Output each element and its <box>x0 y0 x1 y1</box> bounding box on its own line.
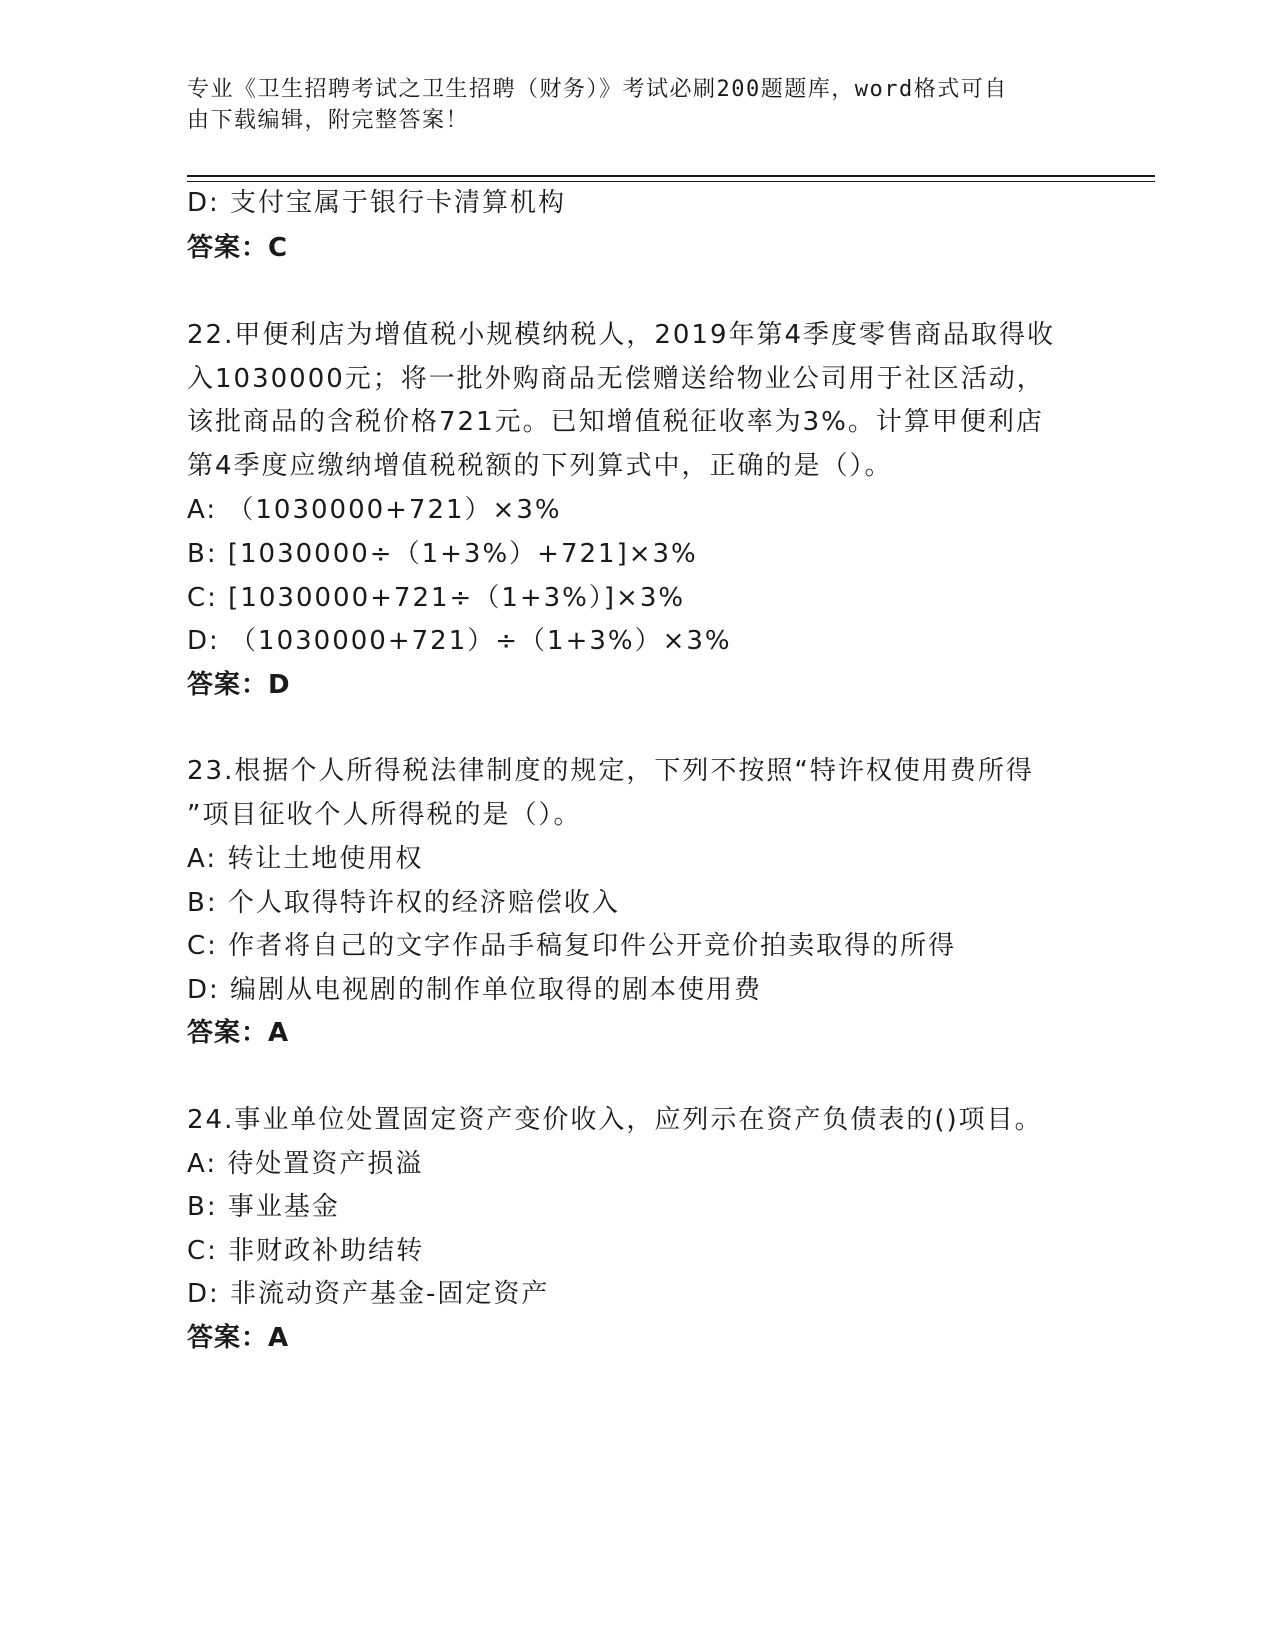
q22-option-d: D: （1030000+721）÷（1+3%）×3% <box>187 626 732 656</box>
q22-answer: 答案：D <box>187 670 291 700</box>
header-rule-thick <box>187 175 1155 177</box>
q24-option-b: B: 事业基金 <box>187 1192 340 1222</box>
q22-option-c: C: [1030000+721÷（1+3%）]×3% <box>187 583 686 613</box>
q24-stem-line-1: 24.事业单位处置固定资产变价收入，应列示在资产负债表的()项目。 <box>187 1105 1043 1135</box>
q23-option-c: C: 作者将自己的文字作品手稿复印件公开竞价拍卖取得的所得 <box>187 931 957 961</box>
q22-stem-line-4: 第4季度应缴纳增值税税额的下列算式中，正确的是（）。 <box>187 451 893 481</box>
q22-option-a: A: （1030000+721）×3% <box>187 495 562 525</box>
q22-stem-line-3: 该批商品的含税价格721元。已知增值税征收率为3%。计算甲便利店 <box>187 407 1044 437</box>
q23-stem-line-1: 23.根据个人所得税法律制度的规定，下列不按照“特许权使用费所得 <box>187 756 1034 786</box>
q22-stem-line-2: 入1030000元；将一批外购商品无偿赠送给物业公司用于社区活动， <box>187 364 1045 394</box>
q24-option-d: D: 非流动资产基金-固定资产 <box>187 1279 550 1309</box>
q23-option-d: D: 编剧从电视剧的制作单位取得的剧本使用费 <box>187 975 763 1005</box>
q23-option-a: A: 转让土地使用权 <box>187 844 424 874</box>
header-line-2: 由下载编辑，附完整答案！ <box>187 108 470 133</box>
q23-stem-line-2: ”项目征收个人所得税的是（）。 <box>187 800 582 830</box>
q21-option-d: D: 支付宝属于银行卡清算机构 <box>187 188 567 218</box>
q22-stem-line-1: 22.甲便利店为增值税小规模纳税人，2019年第4季度零售商品取得收 <box>187 320 1056 350</box>
q24-option-a: A: 待处置资产损溢 <box>187 1149 424 1179</box>
q23-option-b: B: 个人取得特许权的经济赔偿收入 <box>187 888 620 918</box>
document-header <box>187 74 1087 136</box>
q23-answer: 答案：A <box>187 1018 290 1048</box>
q22-option-b: B: [1030000÷（1+3%）+721]×3% <box>187 539 698 569</box>
q21-answer: 答案：C <box>187 233 289 263</box>
header-line-1: 专业《卫生招聘考试之卫生招聘（财务）》考试必刷200题题库，word格式可自 <box>187 77 1008 102</box>
header-rule-thin <box>187 181 1155 182</box>
q24-answer: 答案：A <box>187 1323 290 1353</box>
q24-option-c: C: 非财政补助结转 <box>187 1236 425 1266</box>
